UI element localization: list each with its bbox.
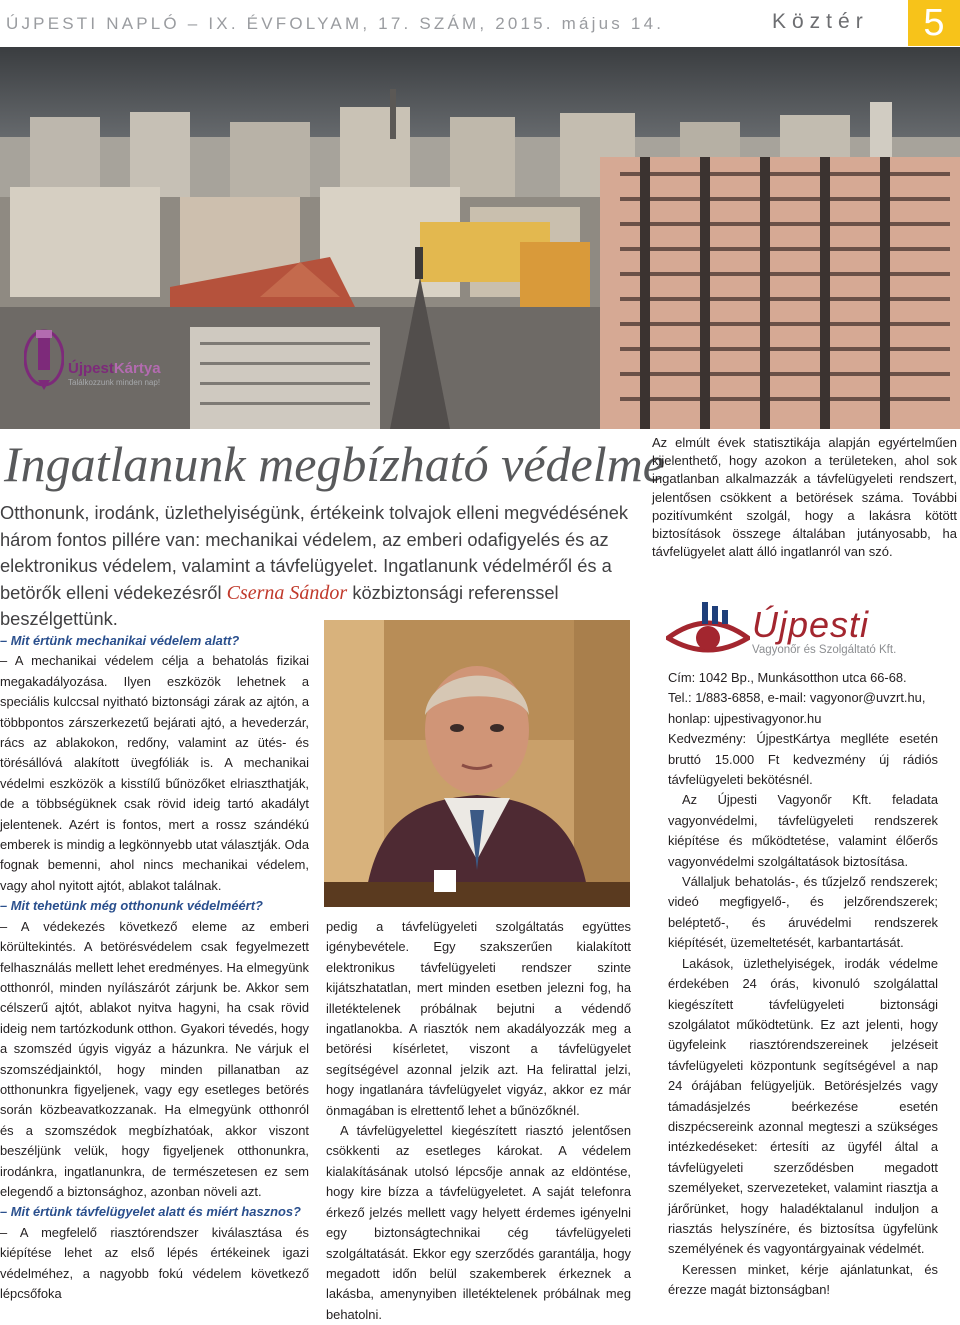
company-contact: Tel.: 1/883-6858, e-mail: vagyonor@uvzrt.hu, honlap: ujpestivagyonor.hu (668, 690, 926, 726)
page-header (0, 0, 960, 47)
brand-name: ÚjpestKártya (68, 360, 161, 377)
interviewee-name: Cserna Sándor (226, 581, 348, 604)
vagyonor-subtitle: Vagyonőr és Szolgáltató Kft. (752, 644, 897, 656)
answer-3-part-1: – A megfelelő riasztórendszer kiválasztása és kiépítése lehet az első lépés értékeinek igazi védelméhez, a nagyobb fokú védelem következő lépcsőfoka (0, 1224, 309, 1301)
company-address: Cím: 1042 Bp., Munkásotthon utca 66-68. (668, 670, 907, 685)
eye-icon (666, 600, 750, 666)
article-column-2 (326, 917, 631, 1325)
ad-paragraph-4: Keressen minket, kérje ajánlatunkat, és érezze magát biztonságban! (668, 1261, 938, 1298)
vagyonor-wordmark: Újpesti (752, 604, 870, 645)
question-1: – Mit értünk mechanikai védelem alatt? (0, 633, 240, 648)
answer-3-part-3: A távfelügyelettel kiegészített riasztó jelentősen csökkenti az esetleges károkat. A védelem kialakításának utolsó lépcsője annak az eldöntése, hogy kire bízza a távfelügyeletet. A saját telefonra érkező jelzés mellett vagy helyett érdemes igényelni egy biztonságtechnikai cég távfelügyeleti szolgáltatását. Ekkor egy szerződés garantálja, hogy megadott időn belül szakemberek érkeznek a lakásba, amenynyiben illetéktelenek próbálnak meg behatolni. (326, 1123, 631, 1322)
answer-1: – A mechanikai védelem célja a behatolás fizikai megakadályozása. Ilyen eszközök lehetnek a speciális kulccsal nyitható biztonsági zárak az ajtón, a többpontos zárszerkezetű bejárati ajtó, a hevederzár, rács az ablakokon, redőny, valamint az ütés- és törésállóvá alakított üvegfóliák is. A mechanikai védelmi eszközök a kisstílű bűnözőket elriaszthatják, de a többségüknek csak rövid ideig tartó akadályt jelentenek. Azért is fontos, mert a rossz szándékú emberek is mindig a legkönnyebb utat választják. Oda fognak bemenni, ahol nincs mechanikai védelem, vagy ahol nyitott ajtót, ablakot találnak. (0, 653, 309, 893)
answer-3-part-2: pedig a távfelügyeleti szolgáltatás együttes igénybevétele. Egy szakszerűen kialakított elektronikus távfelügyeleti rendszer szinte kijátszhatatlan, mert minden esetben jelezni fog, ha illetéktelenek próbálnak bejutni a védendő ingatlanokba. A riasztók nem akadályozzák meg a betörési kísérletet, viszont a távfelügyelet segítségével azonnal jelzik azt. Ha felirattal jelzi, hogy ingatlanára távfelügyelet vigyáz, akkor ez már önmagában is elrettentő lehet a bűnözőknél. (326, 919, 631, 1118)
article-column-1 (0, 631, 309, 1304)
ad-paragraph-3: Lakások, üzlethelyiségek, irodák védelme érdekében 24 órás, kivonuló szolgálattal kiegészített távfelügyeleti biztonsági szolgálatot működtetünk. Ez azt jelenti, hogy ügyfeleink riasztórendszereinek jelzéseit távfelügyeleti központunk segítségével a nap 24 órájában felügyeljük. Betörésjelzés vagy támadásjelzés beérkezése esetén diszpécsereink azonnal megteszi a szükséges intézkedéseket: értesíti az ügyfél által a távfelügyeleti szerződésben megadott személyeket, szervezeteket, valamint riasztja a járőrünket, hogy haladéktalanul induljon a riasztás helyszínére, és biztosítsa ügyfelünk személyének és vagyontárgyainak védelmét. (668, 955, 938, 1257)
article-lead: Otthonunk, irodánk, üzlethelyiségünk, értékeink tolvajok elleni megvédésének három fontos pillére van: mechanikai védelem, az emberi odafigyelés és az elektronikus védelem, valamint a távfelügyelet. Ingatlanunk védelméről és a betörők elleni védekezésről Cserna Sándor közbiztonsági referenssel beszélgettünk. (0, 502, 629, 629)
question-2: – Mit tehetünk még otthonunk védelméért? (0, 898, 263, 914)
masthead: ÚJPESTI NAPLÓ – IX. ÉVFOLYAM, 17. SZÁM, 2015. május 14. (6, 14, 665, 33)
ujpestkartya-logo (24, 318, 166, 394)
card-discount: Kedvezmény: ÚjpestKártya meglléte esetén bruttó 15.000 Ft kedvezmény új rádiós távfelügyeleti bekötésnél. (668, 731, 938, 788)
ad-paragraph-2: Vállaljuk behatolás-, és tűzjelző rendszerek; videó megfigyelő-, és jelzőrendszerek; beléptető-, és áruvédelmi rendszerek kiépítését, üzemeltetését, karbantartását. (668, 874, 938, 951)
section-title: Köztér (772, 10, 869, 33)
article-title: Ingatlanunk megbízható védelme (4, 436, 665, 492)
intro-paragraph: Az elmúlt évek statisztikája alapján egyértelműen kijelenthető, hogy azokon a területeken, ahol sok ingatlanban alkalmazzák a távfelügyeleti rendszert, jelentősen csökkent a betörések száma. További pozitívumként szolgál, hogy a lakásra kötött biztosítások összege általában jutányosabb, ha távfelügyelet alatt álló ingatlanról van szó. (652, 435, 957, 560)
location-pin-icon (24, 318, 64, 394)
page-number: 5 (908, 0, 960, 46)
ad-paragraph-1: Az Újpesti Vagyonőr Kft. feladata vagyonvédelmi, távfelügyeleti rendszerek kiépítése és működtetése, valamint élőerős vagyonvédelmi szolgáltatások biztosítása. (668, 792, 938, 869)
ujpesti-vagyonor-logo (666, 600, 940, 666)
answer-2: – A védekezés következő eleme az emberi körültekintés. A betörésvédelem csak fegyelmezett felhasználás mellett lehet eredményes. Ha elmegyünk otthonról, minden nyílászárót zárjunk be. Akkor sem célszerű ajtót, ablakot nyitva hagyni, ha csak rövid ideig nem tartózkodunk otthon. Gyakori tévedés, hogy a szomszéd úgyis vigyáz a házunkra. Ne várjuk el szomszédjainktól, hogy minden pillanatban az otthonunkra figyeljenek, vagy egy esetleges betörés során közbeavatkozzanak. Ha elmegyünk otthonról és a szomszédok megbízhatóak, akkor viszont beszéljünk velük, hogy figyeljenek otthonunkra, irodánkra, ingatlanunkra, de természetesen ez sem elegendő a biztonsághoz, azonban növeli azt. (0, 918, 309, 1199)
interviewee-portrait (324, 620, 630, 907)
advertorial-column (668, 668, 938, 1301)
brand-slogan: Találkozzunk minden nap! (68, 378, 161, 387)
question-3: – Mit értünk távfelügyelet alatt és miért hasznos? (0, 1204, 301, 1220)
